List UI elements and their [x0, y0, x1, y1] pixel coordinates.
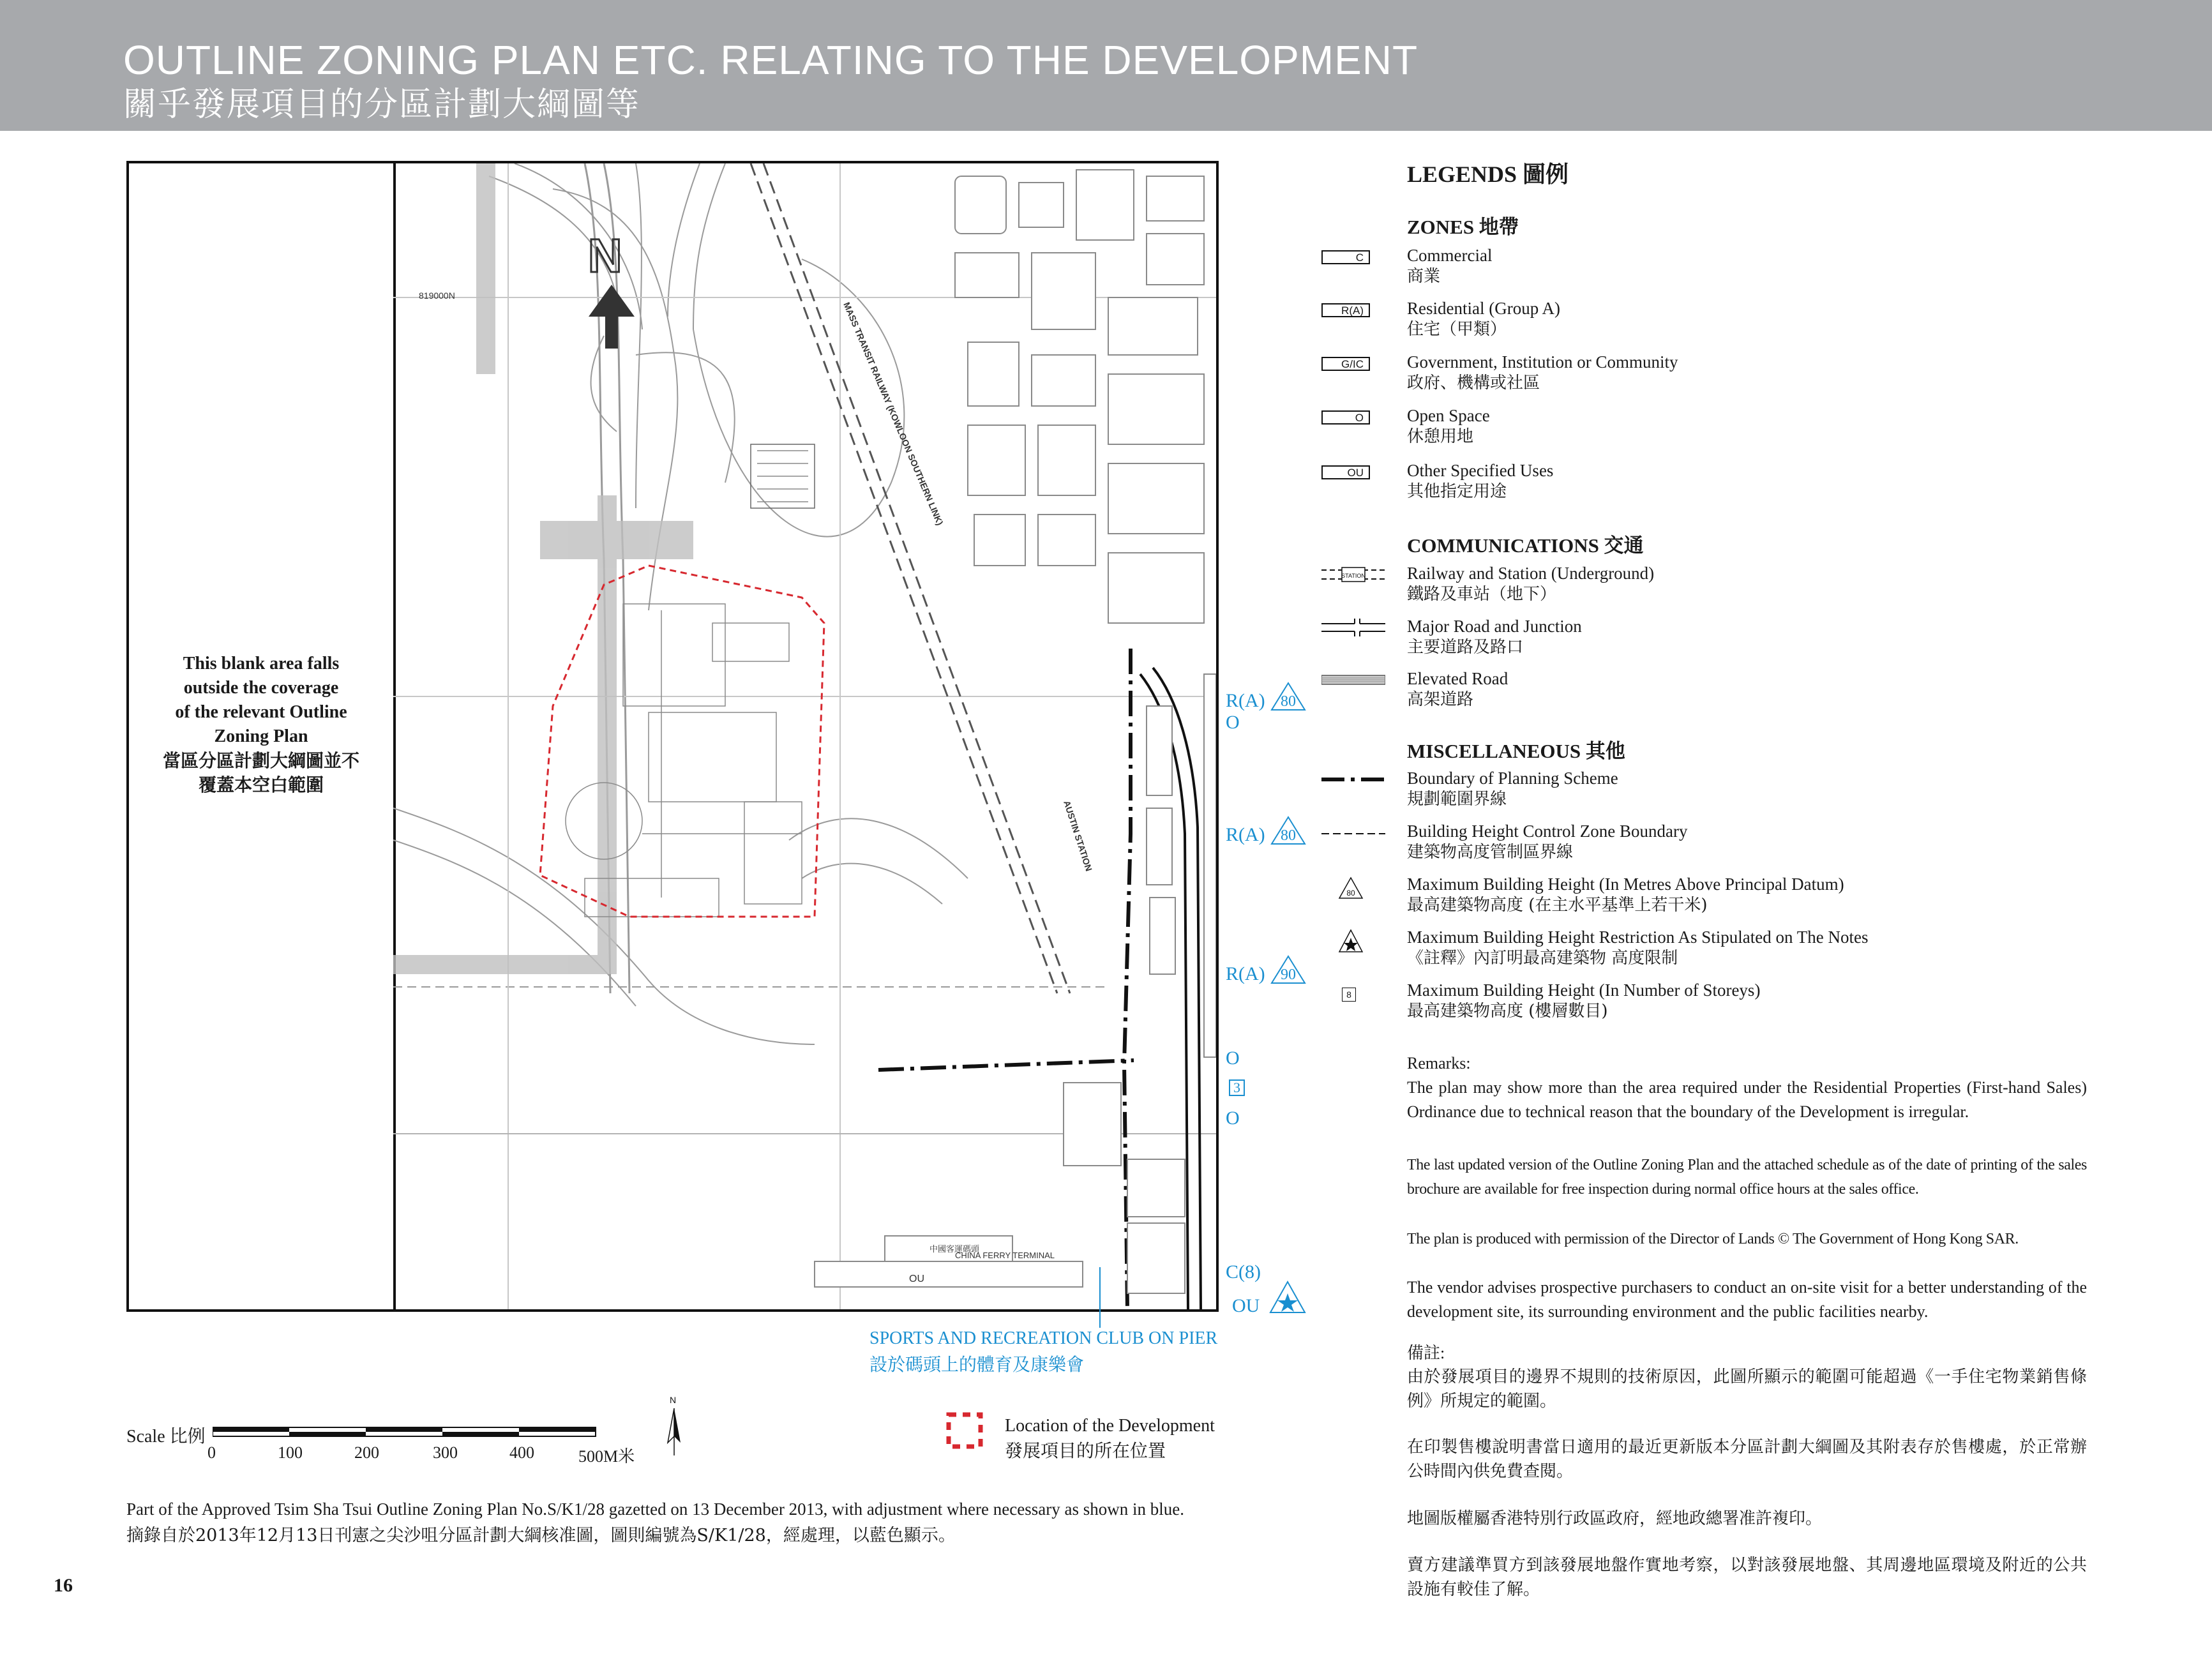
development-location-key-icon	[946, 1412, 983, 1449]
plan-caption-en: Part of the Approved Tsim Sha Tsui Outline Zoning Plan No.S/K1/28 gazetted on 13 December 2013, with adjustment where necessary as shown in blue.	[126, 1500, 1184, 1519]
max-storeys-icon: 8	[1342, 988, 1356, 1002]
legend-item-zh: 高架道路	[1407, 690, 1474, 709]
annotation-storeys: 3	[1229, 1079, 1245, 1096]
annotation-o-3: O	[1226, 1108, 1240, 1129]
north-arrow-icon	[661, 1392, 687, 1462]
remarks-title: Remarks:	[1407, 1054, 1471, 1072]
annotation-zone: R(A)	[1226, 824, 1265, 845]
blank-area-line: outside the coverage	[183, 678, 339, 698]
grid-label: 819000N	[419, 290, 455, 301]
legend-item-open-space	[1407, 405, 1490, 447]
zoning-map-drawing	[393, 163, 1216, 1309]
blank-area-line: Zoning Plan	[214, 726, 308, 746]
legend-item-en: Maximum Building Height (In Number of Storeys)	[1407, 981, 1761, 1000]
legend-title: LEGENDS 圖例	[1407, 162, 1569, 187]
height-zone-boundary-symbol-icon	[1321, 827, 1385, 840]
max-height-metres-icon	[1338, 876, 1364, 899]
legend-item-zh: 商業	[1407, 267, 1441, 286]
legend-item-en: Residential (Group A)	[1407, 299, 1560, 318]
zoning-map-frame	[126, 161, 1219, 1312]
legend-item-major-road	[1407, 616, 1582, 658]
annotation-ra90	[1226, 965, 1265, 984]
misc-title: MISCELLANEOUS 其他	[1407, 740, 1625, 762]
legend-item-zh: 鐵路及車站（地下）	[1407, 585, 1557, 604]
railway-label: MASS TRANSIT RAILWAY (KOWLOON SOUTHERN LINK)	[841, 300, 945, 527]
legend-item-zh: 其他指定用途	[1407, 482, 1507, 501]
legend-item-residential	[1407, 298, 1560, 340]
scale-tick: 200	[354, 1443, 379, 1462]
scale-tick: 400	[509, 1443, 534, 1462]
legend-item-zh: 政府、機構或社區	[1407, 373, 1540, 393]
legend-item-en: Government, Institution or Community	[1407, 352, 1678, 372]
legend-item-max-storeys	[1407, 980, 1760, 1022]
remarks-paragraph-3: The plan is produced with permission of the Director of Lands © The Government of Hong Kong SAR.	[1407, 1231, 2019, 1247]
sports-club-label-en: SPORTS AND RECREATION CLUB ON PIER	[869, 1328, 1218, 1348]
legend-item-zh: 《註釋》內訂明最高建築物 高度限制	[1407, 949, 1678, 968]
scale-tick: 100	[278, 1443, 303, 1462]
legend-item-railway	[1407, 563, 1654, 605]
zone-code-box: OU	[1321, 465, 1370, 479]
annotation-o-1: O	[1226, 712, 1240, 733]
height-value: 80	[1281, 827, 1296, 844]
blank-area-line: 覆蓋本空白範圍	[198, 774, 324, 795]
legend-item-zh: 住宅（甲類）	[1407, 320, 1507, 339]
height-triangle-icon	[1270, 816, 1306, 845]
page-header	[0, 0, 2212, 131]
scale-label: Scale 比例	[126, 1427, 206, 1447]
legend-item-en: Open Space	[1407, 406, 1490, 425]
blank-area-line: This blank area falls	[183, 654, 340, 673]
legend-item-zh: 最高建築物高度 (樓層數目)	[1407, 1002, 1608, 1021]
zone-code-box: C	[1321, 250, 1370, 264]
legend-item-en: Other Specified Uses	[1407, 461, 1554, 480]
station-label: AUSTIN STATION	[1062, 799, 1095, 873]
blank-area-line: of the relevant Outline	[175, 702, 347, 722]
legend-item-zh: 規劃範圍界線	[1407, 790, 1507, 809]
blank-area-note	[129, 652, 393, 797]
zoning-map	[393, 163, 1216, 1309]
legend-item-en: Commercial	[1407, 246, 1493, 265]
legend-item-height-boundary	[1407, 821, 1687, 863]
scale-tick: 300	[433, 1443, 458, 1462]
height-value: 80	[1281, 693, 1296, 710]
north-letter: N	[670, 1395, 677, 1405]
major-road-symbol-icon	[1321, 619, 1385, 638]
map-north-arrow	[588, 229, 635, 349]
pier-leader-line	[1095, 1267, 1108, 1331]
annotation-ra-top	[1226, 691, 1265, 710]
remarks-zh-title: 備註:	[1407, 1344, 1445, 1362]
location-key-zh: 發展項目的所在位置	[1005, 1440, 1166, 1461]
communications-title: COMMUNICATIONS 交通	[1407, 534, 1644, 557]
page-number: 16	[54, 1575, 73, 1596]
blank-area-panel	[129, 163, 396, 1309]
zone-code-box: O	[1321, 410, 1370, 425]
zone-code-box: R(A)	[1321, 303, 1370, 317]
legend-item-commercial	[1407, 245, 1492, 287]
sports-club-label-zh: 設於碼頭上的體育及康樂會	[869, 1354, 1085, 1375]
remarks-zh-paragraph-3: 地圖版權屬香港特別行政區政府，經地政總署准許複印。	[1407, 1509, 1823, 1528]
legend-item-en: Maximum Building Height Restriction As Stipulated on The Notes	[1407, 928, 1869, 947]
legend-item-max-height-metres	[1407, 874, 1844, 916]
height-restriction-notes-icon	[1338, 929, 1364, 953]
height-triangle-icon	[1270, 955, 1306, 984]
scale-tick: 0	[207, 1443, 216, 1462]
ferry-label-zh: 中國客運碼頭	[929, 1245, 980, 1254]
remarks-zh-paragraph-4: 賣方建議準買方到該發展地盤作實地考察，以對該發展地盤、其周邊地區環境及附近的公共設施有較佳了解。	[1407, 1556, 2087, 1598]
legend-item-gic	[1407, 352, 1678, 394]
legend-item-en: Elevated Road	[1407, 669, 1509, 688]
map-ou-label: OU	[909, 1274, 924, 1284]
railway-symbol-text: STATION	[1341, 573, 1366, 579]
annotation-zone: R(A)	[1226, 963, 1265, 984]
height-triangle-icon	[1270, 682, 1306, 711]
map-north-letter: N	[588, 229, 622, 282]
remarks-paragraph-2: The last updated version of the Outline Zoning Plan and the attached schedule as of the date of printing of the sales brochure are available for free inspection during normal office hours at the sales office.	[1407, 1157, 2087, 1198]
legend-item-zh: 休憩用地	[1407, 427, 1474, 446]
annotation-ra-mid	[1226, 825, 1265, 845]
scale-bar	[213, 1426, 602, 1439]
legend-item-planning-boundary	[1407, 768, 1618, 810]
elevated-road-symbol-icon	[1321, 674, 1385, 687]
planning-boundary-symbol-icon	[1321, 773, 1385, 786]
remarks-paragraph-4: The vendor advises prospective purchasers to conduct an on-site visit for a better understanding of the development site, its surrounding environment and the public facilities nearby.	[1407, 1278, 2087, 1321]
zones-title: ZONES 地帶	[1407, 216, 1519, 238]
railway-symbol-icon	[1321, 565, 1385, 584]
scale-tick: 500M米	[578, 1447, 635, 1466]
remarks-zh-paragraph-1: 由於發展項目的邊界不規則的技術原因，此圖所顯示的範圍可能超過《一手住宅物業銷售條例》所規定的範圍。	[1407, 1367, 2087, 1410]
legend-item-zh: 最高建築物高度 (在主水平基準上若干米)	[1407, 896, 1708, 915]
ferry-label-en: CHINA FERRY TERMINAL	[955, 1251, 1055, 1260]
height-value: 90	[1281, 966, 1296, 983]
annotation-c8: C(8)	[1226, 1261, 1261, 1282]
zone-code-box: G/IC	[1321, 357, 1370, 371]
blank-area-line: 當區分區計劃大綱圖並不	[162, 750, 359, 771]
notes-height-triangle-icon	[1269, 1281, 1306, 1314]
legend-item-height-notes	[1407, 927, 1868, 969]
remarks-zh-paragraph-2: 在印製售樓說明書當日適用的最近更新版本分區計劃大綱圖及其附表存於售樓處，於正常辦公時間內供免費查閱。	[1407, 1438, 2087, 1480]
legend-item-en: Railway and Station (Underground)	[1407, 564, 1655, 583]
legend-item-en: Building Height Control Zone Boundary	[1407, 822, 1688, 841]
annotation-zone: R(A)	[1226, 690, 1265, 711]
location-key-en: Location of the Development	[1005, 1416, 1215, 1436]
legend-item-en: Major Road and Junction	[1407, 617, 1582, 636]
legend-item-zh: 主要道路及路口	[1407, 638, 1524, 657]
legend-item-elevated-road	[1407, 668, 1508, 710]
development-boundary	[540, 566, 824, 917]
max-height-icon-text: 80	[1346, 889, 1355, 898]
annotation-o-2: O	[1226, 1048, 1240, 1069]
page-title-zh: 關乎發展項目的分區計劃大綱圖等	[123, 86, 641, 124]
legend-item-zh: 建築物高度管制區界線	[1407, 843, 1574, 862]
plan-caption-zh: 摘錄自於2013年12月13日刊憲之尖沙咀分區計劃大綱核准圖，圖則編號為S/K1/28，經處理，以藍色顯示。	[126, 1526, 956, 1545]
annotation-ou: OU	[1232, 1295, 1260, 1316]
remarks-paragraph-1: The plan may show more than the area required under the Residential Properties (First-hand Sales) Ordinance due to technical reason that the boundary of the Development is irregular.	[1407, 1078, 2087, 1121]
legend-item-en: Boundary of Planning Scheme	[1407, 769, 1618, 788]
page-title-en: OUTLINE ZONING PLAN ETC. RELATING TO THE DEVELOPMENT	[123, 37, 1418, 83]
legend-item-other-uses	[1407, 460, 1553, 502]
legend-item-en: Maximum Building Height (In Metres Above Principal Datum)	[1407, 875, 1844, 894]
